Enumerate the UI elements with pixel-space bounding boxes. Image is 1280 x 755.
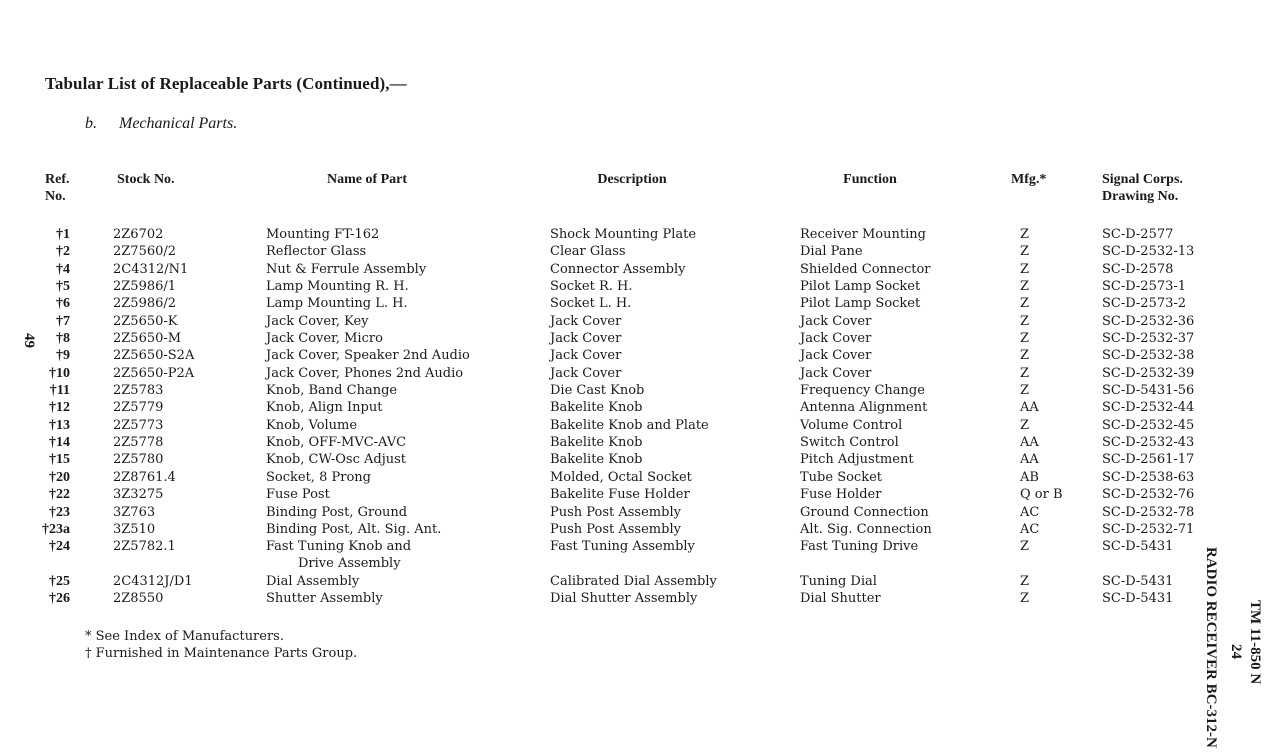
table-row [0, 521, 1200, 538]
cell-name-of-part [266, 365, 463, 382]
cell-mfg: Z [1020, 331, 1030, 347]
cell-drawing-no: SC-D-2532-45 [1102, 417, 1195, 433]
name-line: Jack Cover, Speaker 2nd Audio [266, 348, 470, 364]
table-row [0, 590, 1200, 607]
cell-name-of-part [266, 295, 408, 312]
cell-description: Push Post Assembly [550, 521, 681, 537]
cell-function: Tuning Dial [800, 573, 877, 589]
cell-mfg: Z [1020, 417, 1030, 433]
name-line: Reflector Glass [266, 244, 367, 260]
table-row [0, 451, 1200, 468]
table-row [0, 504, 1200, 521]
section-title: Mechanical Parts. [119, 115, 238, 132]
name-line: Shutter Assembly [266, 591, 383, 607]
cell-mfg: AA [1020, 452, 1039, 468]
name-line: Knob, Align Input [266, 400, 383, 416]
cell-description: Socket R. H. [550, 279, 633, 295]
cell-description: Jack Cover [550, 313, 622, 329]
footnote-manufacturers: * See Index of Manufacturers. [85, 629, 284, 644]
cell-ref: †5 [56, 279, 70, 295]
cell-mfg: Z [1020, 573, 1030, 589]
table-row [0, 261, 1200, 278]
name-line: Knob, Volume [266, 417, 358, 433]
cell-name-of-part [266, 451, 406, 468]
cell-description: Calibrated Dial Assembly [550, 573, 717, 589]
cell-stock-no: 2Z6702 [113, 227, 164, 242]
cell-description: Jack Cover [550, 348, 622, 364]
cell-drawing-no: SC-D-5431 [1102, 539, 1174, 555]
cell-drawing-no: SC-D-2532-76 [1102, 487, 1195, 503]
cell-function: Pilot Lamp Socket [800, 279, 921, 295]
cell-function: Tube Socket [800, 469, 882, 485]
cell-drawing-no: SC-D-5431-56 [1102, 383, 1195, 399]
cell-description: Bakelite Knob and Plate [550, 417, 709, 433]
name-line: Dial Assembly [266, 573, 360, 589]
parts-table [0, 226, 1200, 608]
cell-mfg: Z [1020, 261, 1030, 277]
cell-drawing-no: SC-D-2538-63 [1102, 469, 1195, 485]
table-row [0, 365, 1200, 382]
table-row [0, 347, 1200, 364]
cell-ref: †10 [49, 365, 70, 381]
cell-stock-no: 2Z8761.4 [113, 469, 176, 485]
cell-description: Connector Assembly [550, 261, 686, 277]
cell-drawing-no: SC-D-2532-43 [1102, 435, 1195, 451]
cell-stock-no: 2Z5780 [113, 452, 164, 468]
cell-ref: †23 [49, 504, 70, 520]
cell-drawing-no: SC-D-2532-71 [1102, 521, 1195, 537]
cell-stock-no: 2Z8550 [113, 591, 164, 607]
sidebar-paragraph-number: 24 [1228, 644, 1244, 659]
table-row [0, 538, 1200, 573]
name-line: Knob, OFF-MVC-AVC [266, 435, 407, 451]
cell-ref: †11 [49, 383, 70, 399]
table-row [0, 469, 1200, 486]
column-header-mfg: Mfg.* [1011, 172, 1047, 187]
sidebar-manual-number: TM 11-850 N [1247, 600, 1263, 685]
cell-ref: †20 [49, 469, 70, 485]
name-line: Lamp Mounting R. H. [266, 279, 409, 295]
cell-description: Shock Mounting Plate [550, 227, 697, 242]
column-header-ref-line1: Ref. [45, 172, 70, 187]
column-header-stock: Stock No. [117, 172, 175, 187]
cell-mfg: Z [1020, 279, 1030, 295]
name-line: Fuse Post [266, 487, 330, 503]
table-row [0, 295, 1200, 312]
cell-stock-no: 2Z5778 [113, 435, 164, 451]
table-row [0, 382, 1200, 399]
page-number: 49 [21, 333, 37, 348]
cell-ref: †24 [49, 539, 70, 555]
cell-function: Ground Connection [800, 504, 929, 520]
cell-description: Dial Shutter Assembly [550, 591, 698, 607]
cell-function: Jack Cover [800, 331, 872, 347]
name-line: Socket, 8 Prong [266, 469, 371, 485]
table-row [0, 278, 1200, 295]
cell-stock-no: 2Z5782.1 [113, 539, 176, 555]
name-line: Binding Post, Ground [266, 504, 408, 520]
name-continuation-line: Drive Assembly [298, 556, 401, 572]
cell-stock-no: 2Z5773 [113, 417, 164, 433]
cell-drawing-no: SC-D-2532-36 [1102, 313, 1195, 329]
cell-function: Fast Tuning Drive [800, 539, 919, 555]
column-header-name: Name of Part [326, 172, 408, 187]
cell-name-of-part [266, 243, 366, 260]
cell-drawing-no: SC-D-2532-38 [1102, 348, 1195, 364]
cell-ref: †23a [42, 521, 70, 537]
cell-ref: †9 [56, 348, 70, 364]
cell-mfg: Z [1020, 227, 1030, 242]
cell-drawing-no: SC-D-2532-78 [1102, 504, 1195, 520]
cell-name-of-part [266, 434, 406, 451]
cell-function: Shielded Connector [800, 261, 931, 277]
cell-drawing-no: SC-D-2532-39 [1102, 365, 1195, 381]
cell-drawing-no: SC-D-2532-37 [1102, 331, 1195, 347]
cell-function: Jack Cover [800, 348, 872, 364]
cell-mfg: Z [1020, 539, 1030, 555]
name-line: Binding Post, Alt. Sig. Ant. [266, 521, 442, 537]
table-row [0, 573, 1200, 590]
cell-ref: †7 [56, 313, 70, 329]
cell-description: Bakelite Knob [550, 435, 643, 451]
cell-mfg: Q or B [1020, 487, 1063, 503]
cell-name-of-part [266, 226, 379, 243]
cell-stock-no: 2Z5650-M [113, 331, 182, 347]
cell-ref: †1 [56, 227, 70, 242]
cell-stock-no: 2Z5650-K [113, 313, 178, 329]
cell-description: Bakelite Fuse Holder [550, 487, 690, 503]
cell-stock-no: 2C4312/N1 [113, 261, 189, 277]
cell-name-of-part [266, 538, 411, 572]
cell-stock-no: 2Z5986/2 [113, 296, 177, 312]
page-title: Tabular List of Replaceable Parts (Continued),— [45, 74, 407, 93]
cell-function: Receiver Mounting [800, 227, 926, 242]
cell-name-of-part [266, 521, 441, 538]
table-row [0, 434, 1200, 451]
cell-drawing-no: SC-D-5431 [1102, 591, 1174, 607]
cell-stock-no: 2Z7560/2 [113, 244, 177, 260]
cell-stock-no: 3Z3275 [113, 487, 164, 503]
cell-description: Socket L. H. [550, 296, 632, 312]
table-row [0, 243, 1200, 260]
cell-mfg: Z [1020, 244, 1030, 260]
cell-stock-no: 2Z5783 [113, 383, 164, 399]
cell-stock-no: 2Z5986/1 [113, 279, 177, 295]
cell-stock-no: 2Z5779 [113, 400, 164, 416]
cell-ref: †12 [49, 400, 70, 416]
cell-function: Jack Cover [800, 313, 872, 329]
cell-function: Jack Cover [800, 365, 872, 381]
cell-ref: †4 [56, 261, 70, 277]
cell-description: Jack Cover [550, 365, 622, 381]
cell-name-of-part [266, 261, 426, 278]
name-line: Nut & Ferrule Assembly [266, 261, 427, 277]
cell-function: Volume Control [800, 417, 903, 433]
cell-function: Switch Control [800, 435, 899, 451]
cell-drawing-no: SC-D-2577 [1102, 227, 1174, 242]
cell-stock-no: 2Z5650-S2A [113, 348, 195, 364]
cell-name-of-part [266, 313, 369, 330]
cell-name-of-part [266, 382, 397, 399]
cell-function: Alt. Sig. Connection [800, 521, 932, 537]
cell-mfg: Z [1020, 365, 1030, 381]
cell-name-of-part [266, 399, 382, 416]
cell-mfg: Z [1020, 313, 1030, 329]
cell-stock-no: 2C4312J/D1 [113, 573, 193, 589]
cell-drawing-no: SC-D-2578 [1102, 261, 1174, 277]
cell-drawing-no: SC-D-2532-44 [1102, 400, 1195, 416]
column-header-ref [45, 171, 70, 205]
cell-stock-no: 3Z510 [113, 521, 156, 537]
table-row [0, 330, 1200, 347]
cell-mfg: AA [1020, 435, 1039, 451]
cell-name-of-part [266, 330, 383, 347]
cell-function: Fuse Holder [800, 487, 882, 503]
column-header-ref-line2: No. [45, 189, 66, 204]
cell-drawing-no: SC-D-2573-2 [1102, 296, 1187, 312]
cell-function: Dial Pane [800, 244, 863, 260]
cell-mfg: AB [1020, 469, 1039, 485]
cell-function: Dial Shutter [800, 591, 881, 607]
cell-name-of-part [266, 573, 359, 590]
cell-mfg: Z [1020, 296, 1030, 312]
cell-drawing-no: SC-D-2532-13 [1102, 244, 1195, 260]
cell-drawing-no: SC-D-5431 [1102, 573, 1174, 589]
column-header-function: Function [843, 172, 897, 187]
column-header-drawing-line1: Signal Corps. [1102, 172, 1183, 187]
cell-ref: †15 [49, 452, 70, 468]
table-row [0, 313, 1200, 330]
name-line: Knob, Band Change [266, 383, 398, 399]
table-row [0, 486, 1200, 503]
column-header-description: Description [597, 172, 667, 187]
cell-name-of-part [266, 469, 371, 486]
cell-function: Pilot Lamp Socket [800, 296, 921, 312]
cell-name-of-part [266, 347, 470, 364]
cell-ref: †26 [49, 591, 70, 607]
cell-mfg: Z [1020, 591, 1030, 607]
cell-mfg: AA [1020, 400, 1039, 416]
cell-drawing-no: SC-D-2561-17 [1102, 452, 1195, 468]
cell-stock-no: 3Z763 [113, 504, 156, 520]
cell-mfg: Z [1020, 383, 1030, 399]
name-line: Fast Tuning Knob and [266, 539, 412, 555]
footnote-maintenance: † Furnished in Maintenance Parts Group. [85, 646, 358, 661]
cell-name-of-part [266, 486, 330, 503]
cell-mfg: AC [1020, 504, 1040, 520]
sidebar-equipment-title: RADIO RECEIVER BC-312-N [1203, 547, 1219, 748]
cell-description: Push Post Assembly [550, 504, 681, 520]
cell-description: Die Cast Knob [550, 383, 645, 399]
cell-function: Frequency Change [800, 383, 925, 399]
cell-description: Molded, Octal Socket [550, 469, 692, 485]
cell-ref: †8 [56, 331, 70, 347]
cell-description: Bakelite Knob [550, 452, 643, 468]
cell-stock-no: 2Z5650-P2A [113, 365, 195, 381]
cell-function: Pitch Adjustment [800, 452, 914, 468]
cell-description: Bakelite Knob [550, 400, 643, 416]
cell-function: Antenna Alignment [800, 400, 928, 416]
cell-mfg: AC [1020, 521, 1040, 537]
cell-description: Jack Cover [550, 331, 622, 347]
cell-ref: †22 [49, 487, 70, 503]
name-line: Knob, CW-Osc Adjust [266, 452, 407, 468]
table-row [0, 417, 1200, 434]
cell-ref: †25 [49, 573, 70, 589]
column-header-drawing [1102, 171, 1183, 205]
cell-description: Fast Tuning Assembly [550, 539, 695, 555]
column-header-drawing-line2: Drawing No. [1102, 189, 1179, 204]
cell-drawing-no: SC-D-2573-1 [1102, 279, 1187, 295]
name-line: Lamp Mounting L. H. [266, 296, 408, 312]
table-row [0, 226, 1200, 243]
name-line: Jack Cover, Key [266, 313, 369, 329]
table-row [0, 399, 1200, 416]
cell-ref: †13 [49, 417, 70, 433]
section-letter: b. [85, 115, 97, 132]
cell-description: Clear Glass [550, 244, 626, 260]
cell-name-of-part [266, 278, 409, 295]
cell-ref: †2 [56, 244, 70, 260]
name-line: Mounting FT-162 [266, 227, 380, 242]
cell-name-of-part [266, 504, 407, 521]
cell-ref: †6 [56, 296, 70, 312]
cell-ref: †14 [49, 435, 70, 451]
cell-name-of-part [266, 590, 383, 607]
cell-name-of-part [266, 417, 357, 434]
name-line: Jack Cover, Phones 2nd Audio [266, 365, 464, 381]
cell-mfg: Z [1020, 348, 1030, 364]
name-line: Jack Cover, Micro [266, 331, 383, 347]
